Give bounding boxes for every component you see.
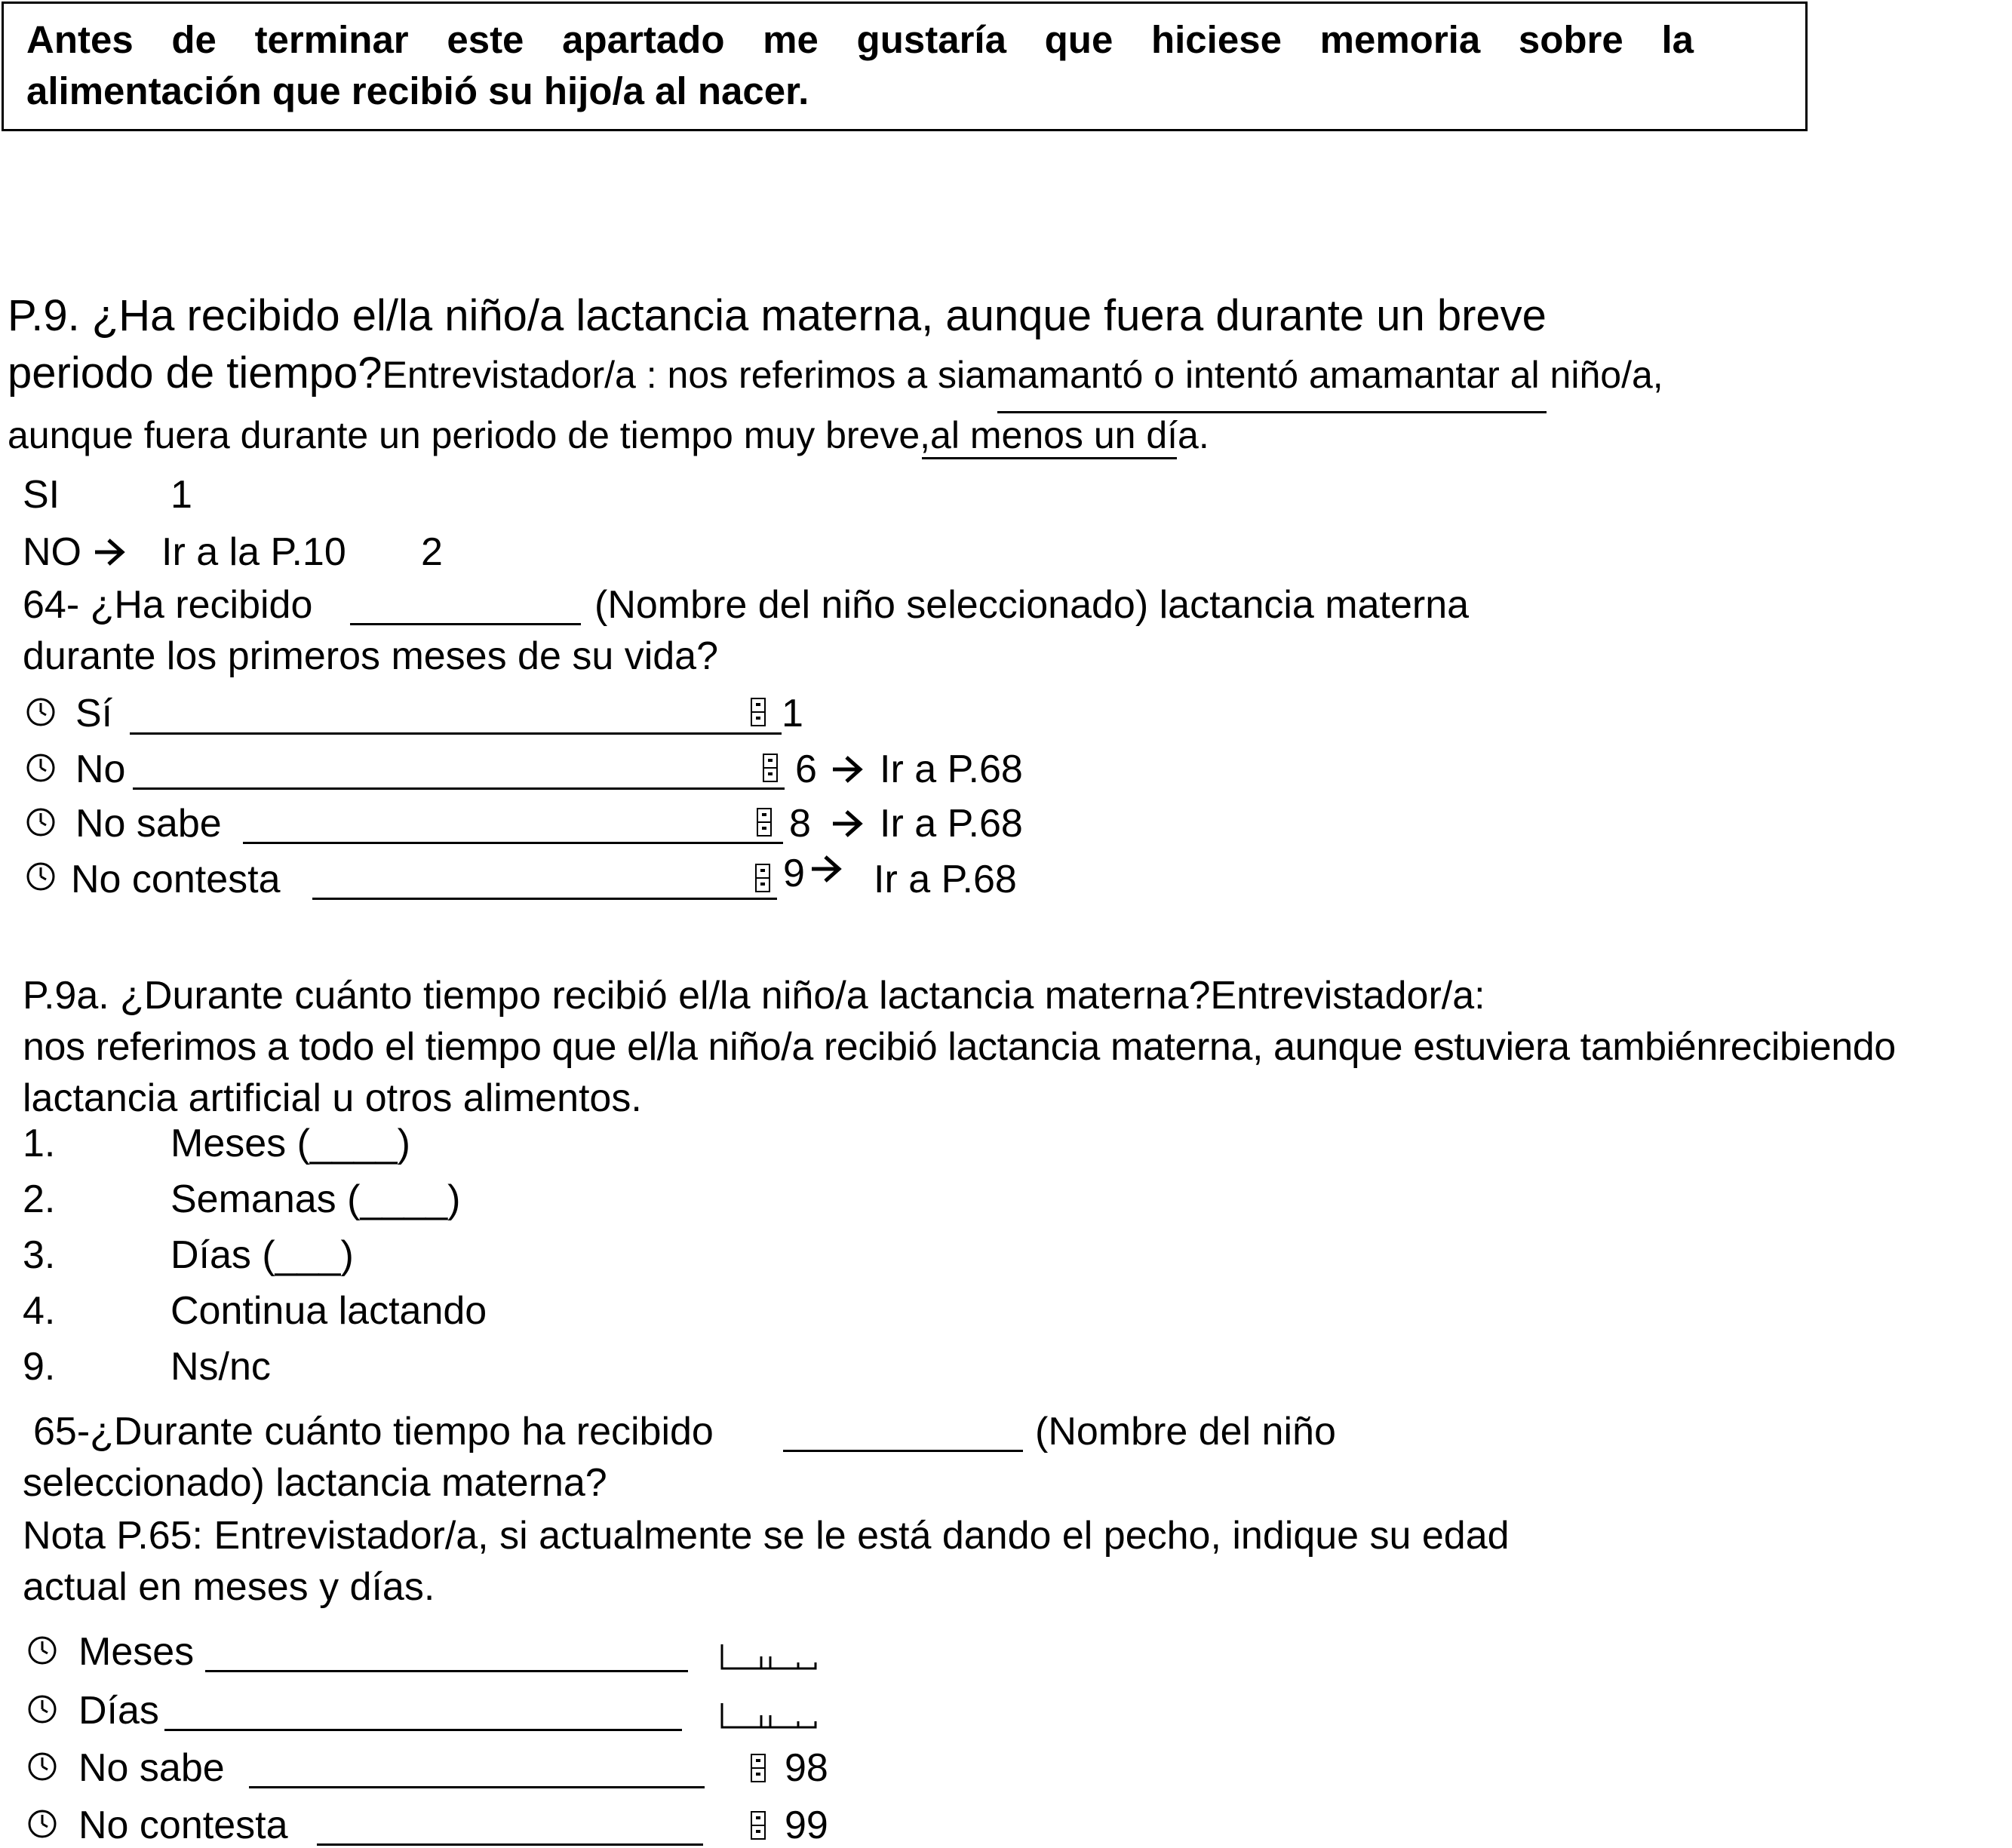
box-icon (750, 1753, 766, 1783)
q64-option-si-line (130, 732, 782, 735)
q65-option-nocontesta-label: No contesta (78, 1803, 288, 1847)
q64-option-nocontesta-code: 9 (783, 852, 805, 895)
clock-icon[interactable] (27, 1809, 57, 1839)
p9-question-line-2 (8, 348, 1663, 398)
q65-option-dias-line (164, 1729, 682, 1731)
q64-option-nosabe-line (243, 842, 783, 844)
q65-option-meses-label: Meses (78, 1630, 195, 1674)
box-icon (762, 753, 779, 783)
p9-note-line-3-b: eve,al menos (859, 414, 1094, 456)
q65-option-meses-line (205, 1670, 688, 1672)
q65-note-line-1: Nota P.65: Entrevistador/a, si actualmente se le está dando el pecho, indique su edad (23, 1514, 1510, 1558)
p9a-option-3-num: 3. (23, 1233, 56, 1277)
q65-option-nocontesta-code: 99 (785, 1803, 828, 1847)
p9a-question-line-1: P.9a. ¿Durante cuánto tiempo recibió el/la niño/a lactancia materna?Entrevistador/a: (23, 974, 1485, 1018)
p9a-option-1-label[interactable]: Meses (____) (170, 1122, 410, 1165)
q65-name-blank[interactable] (783, 1450, 1023, 1452)
q64-option-no-code: 6 (795, 747, 817, 791)
p9a-option-9-num: 9. (23, 1345, 56, 1389)
box-icon (754, 863, 771, 893)
box-icon (750, 1810, 766, 1840)
q64-option-nocontesta-line (312, 898, 777, 900)
clock-icon[interactable] (26, 807, 56, 837)
clock-icon[interactable] (27, 1751, 57, 1782)
p9a-option-4-label[interactable]: Continua lactando (170, 1289, 487, 1333)
q65-line-1b: (Nombre del niño (1035, 1410, 1336, 1454)
q64-option-nosabe-label: No sabe (75, 802, 222, 846)
p9a-option-1-num: 1. (23, 1122, 56, 1165)
q64-option-no-label: No (75, 747, 126, 791)
arrow-right-icon (831, 809, 863, 839)
q64-option-no-line (133, 787, 785, 790)
digit-boxes[interactable] (720, 1641, 818, 1671)
p9-option-si-label[interactable]: SI (23, 473, 60, 517)
q64-line-1b: (Nombre del niño seleccionado) lactancia materna (594, 583, 1470, 627)
q65-line-1a: 65-¿Durante cuánto tiempo ha recibido (33, 1410, 714, 1454)
p9-note-line-3-a: aunque fuera durante un periodo de tiempo muy br (8, 414, 859, 456)
digit-boxes[interactable] (720, 1700, 818, 1730)
p9a-question-line-3: lactancia artificial u otros alimentos. (23, 1076, 642, 1120)
p9a-question-line-2: nos referimos a todo el tiempo que el/la niño/a recibió lactancia materna, aunque estuviera tambiénrecibiendo (23, 1025, 1896, 1069)
q65-option-dias-label: Días (78, 1689, 159, 1733)
p9-note-underline-2 (922, 457, 1177, 459)
arrow-right-icon (810, 854, 842, 884)
q64-option-nosabe-goto: Ir a P.68 (880, 802, 1023, 846)
p9-question-line-1: P.9. ¿Ha recibido el/la niño/a lactancia materna, aunque fuera durante un breve (8, 291, 1547, 340)
q64-name-blank[interactable] (350, 623, 581, 625)
q64-option-nosabe-code: 8 (789, 802, 811, 846)
p9-option-no-label[interactable]: NO (23, 530, 81, 574)
p9a-option-2-label[interactable]: Semanas (____) (170, 1177, 461, 1221)
q64-option-nocontesta-goto: Ir a P.68 (874, 858, 1017, 901)
p9a-option-4-num: 4. (23, 1289, 56, 1333)
box-icon (750, 697, 766, 727)
q65-note-line-2: actual en meses y días. (23, 1565, 435, 1609)
clock-icon[interactable] (26, 753, 56, 783)
clock-icon[interactable] (26, 697, 56, 727)
box-icon (756, 807, 773, 837)
p9a-option-9-label[interactable]: Ns/nc (170, 1345, 271, 1389)
q65-option-nosabe-code: 98 (785, 1746, 828, 1790)
p9-interviewer-note-a: Entrevistador/a : nos referimos (382, 354, 907, 396)
clock-icon[interactable] (27, 1635, 57, 1665)
p9-option-no-code: 2 (421, 530, 443, 574)
q65-option-nosabe-label: No sabe (78, 1746, 225, 1790)
q64-option-nocontesta-label: No contesta (71, 858, 281, 901)
p9-question-line-3 (8, 413, 1209, 457)
q64-line-1a: 64- ¿Ha recibido (23, 583, 313, 627)
clock-icon[interactable] (27, 1694, 57, 1724)
intro-text-line-2: alimentación que recibió su hijo/a al nacer. (26, 69, 809, 112)
arrow-right-icon (831, 754, 863, 784)
q65-line-2: seleccionado) lactancia materna? (23, 1461, 607, 1505)
p9-note-line-3-c: un día. (1093, 414, 1209, 456)
arrow-right-icon (94, 537, 125, 567)
p9-option-si-code: 1 (170, 473, 192, 517)
q64-option-si-code: 1 (782, 692, 803, 735)
p9-interviewer-note-b: a siamamantó o intentó amamantar al niño/a, (906, 354, 1663, 396)
p9a-option-3-label[interactable]: Días (___) (170, 1233, 354, 1277)
q64-line-2: durante los primeros meses de su vida? (23, 634, 719, 678)
q65-option-nosabe-line (249, 1786, 705, 1788)
q64-option-si-label: Sí (75, 692, 113, 735)
p9-question-line-2-main: periodo de tiempo? (8, 348, 382, 398)
clock-icon[interactable] (26, 861, 56, 892)
p9-option-no-goto: Ir a la P.10 (161, 530, 346, 574)
intro-box (2, 2, 1808, 131)
p9a-option-2-num: 2. (23, 1177, 56, 1221)
q64-option-no-goto: Ir a P.68 (880, 747, 1023, 791)
intro-text-line-1: Antes de terminar este apartado me gustaría que hiciese memoria sobre la (26, 18, 1694, 61)
